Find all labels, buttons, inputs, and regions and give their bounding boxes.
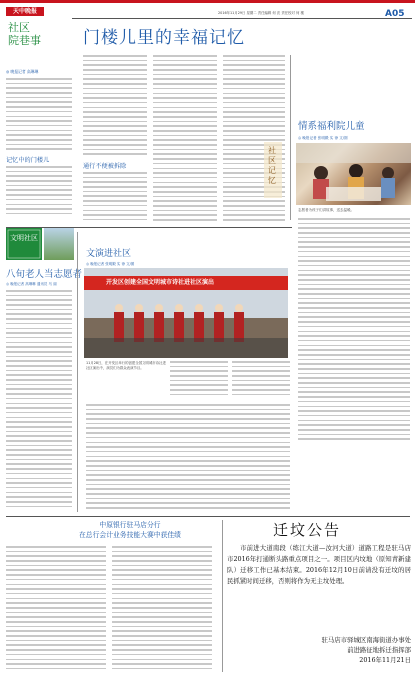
culture-caption: 11月28日，在开发区举行的创建全国文明城市诗社进社区演出中，演员们为群众表演节目。: [86, 361, 166, 371]
header-rule: [72, 18, 412, 19]
main-text-col3: [153, 55, 217, 223]
newspaper-logo: 天中晚报: [6, 7, 44, 16]
pullquote-text: 社区记忆: [268, 146, 276, 185]
date-line: 2016年11月29日 星期二 责任编辑 何 沃 责任校对 何 楼: [218, 11, 304, 15]
elder-rule-right: [77, 232, 78, 512]
lower-rule: [6, 516, 410, 517]
page-number: A05: [385, 9, 405, 19]
sidebar-rule-left: [290, 55, 291, 220]
elder-byline: ◎ 晚报记者 高琳琳 通讯员 马 丽: [6, 282, 57, 286]
sidebar-text: [298, 218, 410, 443]
subhead-memory: 记忆中的门楼儿: [6, 157, 50, 164]
sidebar-caption: 志愿者为孩子们讲故事，送去温暖。: [298, 208, 354, 212]
sidebar-byline: ◎ 晚报记者 张明殿 实 徐 文/图: [298, 136, 348, 140]
pullquote-graphic: [258, 140, 288, 200]
civic-banner-text: 文明社区: [10, 234, 38, 242]
main-headline: 门楼儿里的幸福记忆: [83, 28, 245, 48]
civic-banner-bg: [6, 228, 42, 260]
top-rule: [0, 0, 415, 3]
sidebar-photo: [296, 143, 411, 205]
main-text-col1b: [6, 166, 72, 218]
culture-text-col2: [170, 361, 228, 401]
notice-signature: 驻马店市驿城区南海街道办事处 前进路征地拆迁指挥部 2016年11月21日: [321, 636, 411, 664]
masthead: [6, 7, 76, 65]
bank-text-col2: [112, 546, 212, 672]
culture-headline: 文演进社区: [86, 249, 132, 259]
culture-photo: [84, 268, 288, 358]
bank-headline: 中原银行驻马店分行 在总行会计业务技能大赛中获佳绩: [79, 521, 181, 539]
notice-rule-left: [222, 520, 223, 672]
civic-banner: [6, 228, 42, 260]
column-title: 社区 院巷事: [8, 21, 41, 47]
culture-byline: ◎ 晚报记者 张明殿 实 徐 文/图: [86, 262, 135, 266]
notice-title: 迁坟公告: [273, 521, 342, 539]
sidebar-headline: 情系福利院儿童: [298, 121, 365, 132]
notice-body: 市前进大道南段（练江大道—汝河大道）道路工程是驻马店市2016年打通断头路重点项目之一。项目区内坟地（原知青新建队）迁移工作已基本结束。2016年12月10日前请没有迁坟的居民抓紧时间迁移，否则将作为无主坟处理。: [227, 544, 411, 585]
main-text-col2b: [83, 172, 147, 224]
bank-text-col1: [6, 546, 106, 672]
main-text-col1: [6, 78, 72, 154]
elder-headline: 八旬老人当志愿者: [6, 269, 83, 280]
culture-photo-banner: 开发区创建全国文明城市诗社进社区演出: [106, 279, 215, 286]
subhead-demolished: 通行不便被拆除: [83, 163, 127, 170]
culture-text-col3: [232, 361, 290, 401]
culture-text-main: [86, 404, 290, 512]
main-text-col2: [83, 55, 147, 160]
main-byline: ◎ 晚报记者 高琳琳: [6, 69, 39, 74]
civic-banner-photo: [44, 228, 74, 260]
elder-text-col1: [6, 290, 72, 510]
